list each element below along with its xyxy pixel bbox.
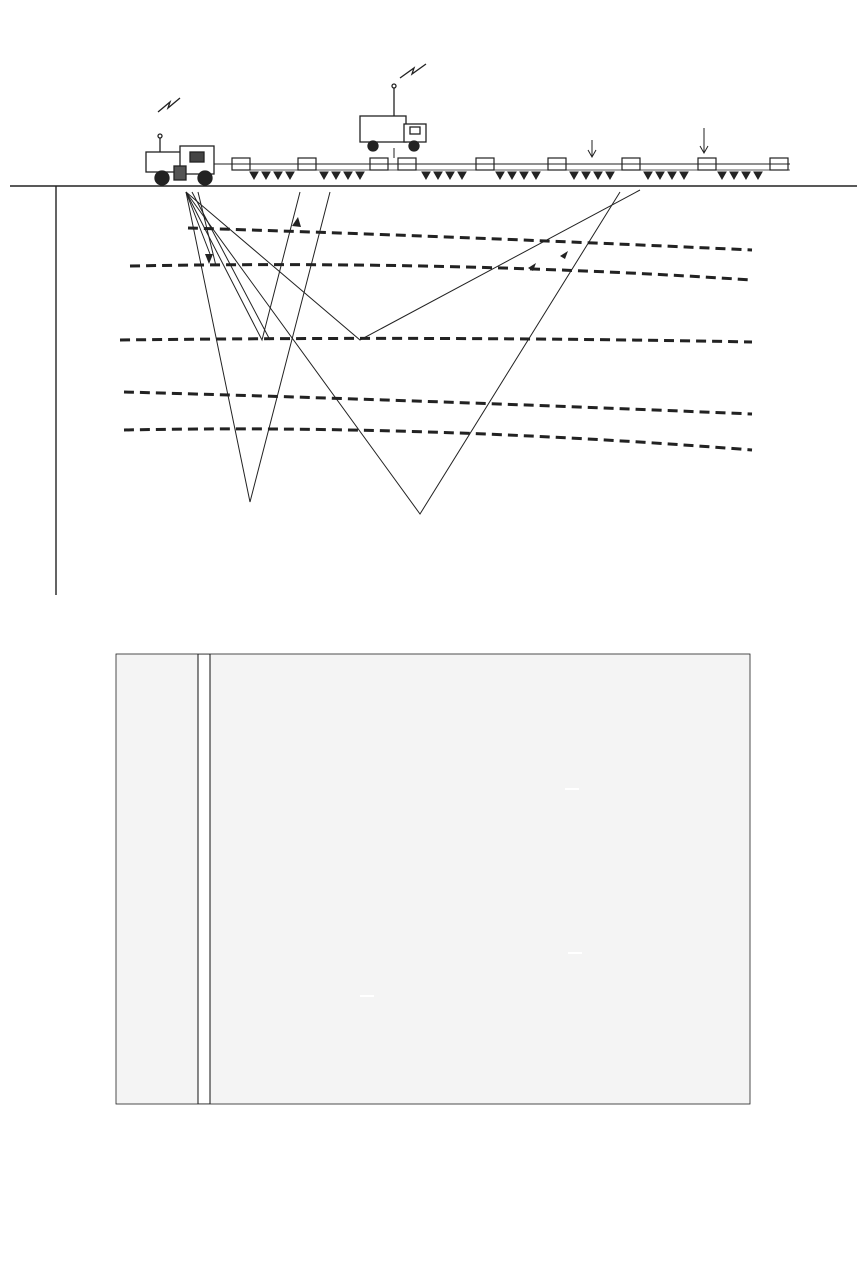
sedimentary-upper-label [565,788,579,790]
radio-signal-icon [158,98,180,112]
vibroseis-truck-icon [146,134,214,185]
ray-paths [186,190,640,514]
radio-signal-icon [400,64,426,78]
basement-label [360,995,374,997]
reflection-diagram [0,40,867,600]
seismometer-arrow-icon [588,140,596,157]
amp-unit-arrow-icon [700,128,708,153]
sedimentary-lower-label [568,952,582,954]
deep-boring-column [198,654,210,1104]
recording-truck-icon [360,84,426,151]
geophone-row [250,172,762,179]
seismic-section [80,648,830,1134]
ray-arrow-icons [205,217,568,271]
